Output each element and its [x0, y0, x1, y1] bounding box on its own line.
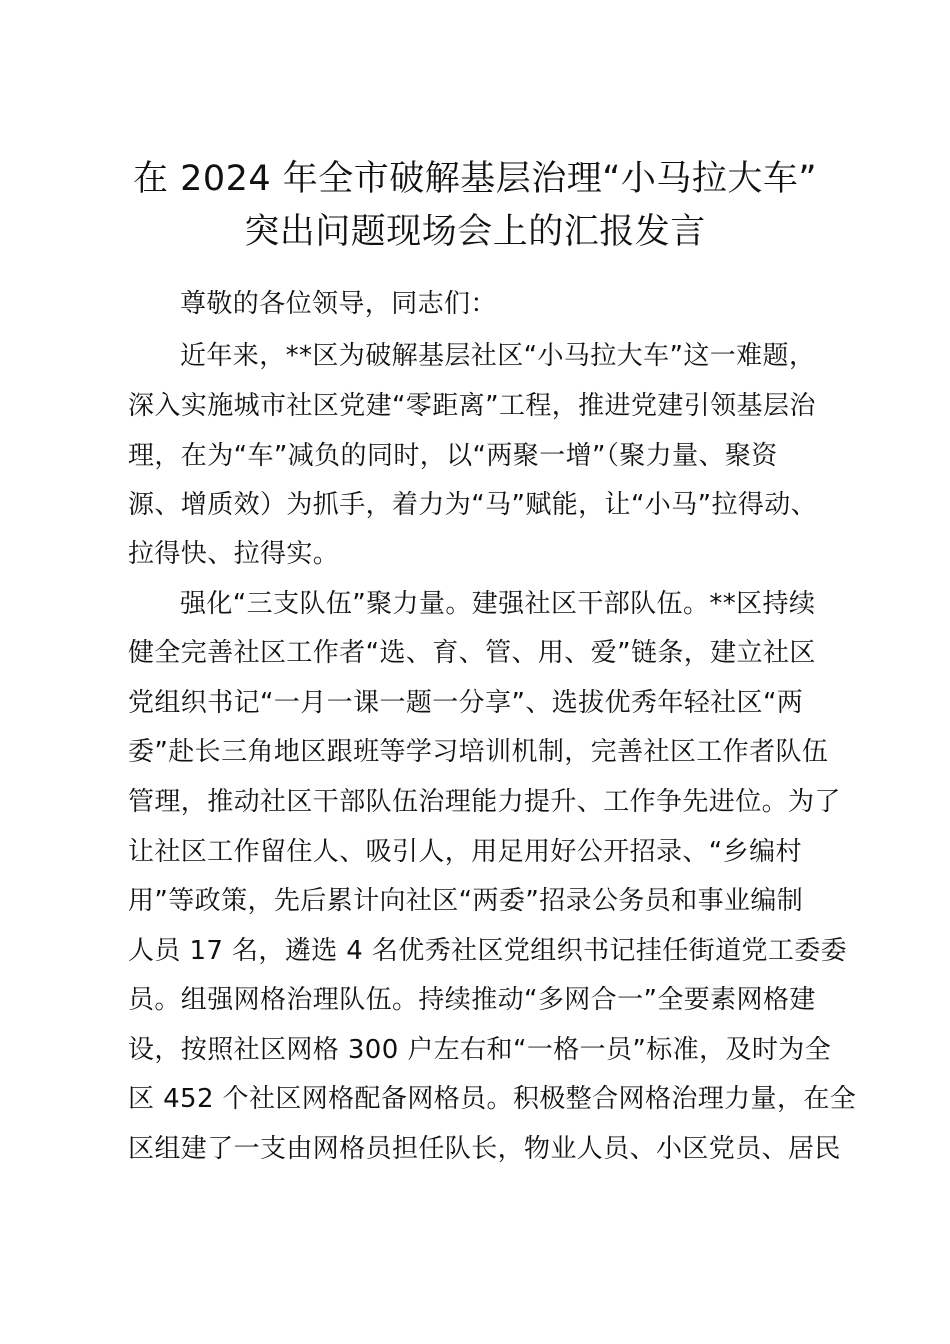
paragraph-line: 党组织书记“一月一课一题一分享”、选拔优秀年轻社区“两	[128, 688, 804, 718]
paragraph-line: 健全完善社区工作者“选、育、管、用、爱”链条，建立社区	[128, 638, 816, 668]
paragraph-line: 深入实施城市社区党建“零距离”工程，推进党建引领基层治	[128, 391, 816, 421]
paragraph-line: 设，按照社区网格 300 户左右和“一格一员”标准，及时为全	[128, 1035, 832, 1065]
paragraph-line: 人员 17 名，遴选 4 名优秀社区党组织书记挂任街道党工委委	[128, 936, 848, 966]
salutation: 尊敬的各位领导，同志们：	[180, 289, 497, 319]
paragraph-line: 近年来，**区为破解基层社区“小马拉大车”这一难题，	[180, 341, 816, 371]
paragraph-line: 理，在为“车”减负的同时，以“两聚一增”（聚力量、聚资	[128, 441, 778, 471]
paragraph-line: 委”赴长三角地区跟班等学习培训机制，完善社区工作者队伍	[128, 737, 829, 767]
paragraph-line: 让社区工作留住人、吸引人，用足用好公开招录、“乡编村	[128, 837, 802, 867]
paragraph-line: 员。组强网格治理队伍。持续推动“多网合一”全要素网格建	[128, 985, 816, 1015]
document-title-line-2: 突出问题现场会上的汇报发言	[244, 212, 706, 252]
document-title-line-1: 在 2024 年全市破解基层治理“小马拉大车”	[132, 159, 818, 199]
paragraph-line: 强化“三支队伍”聚力量。建强社区干部队伍。**区持续	[180, 589, 816, 619]
paragraph-line: 区组建了一支由网格员担任队长，物业人员、小区党员、居民	[128, 1134, 841, 1164]
paragraph-line: 管理，推动社区干部队伍治理能力提升、工作争先进位。为了	[128, 787, 841, 817]
paragraph-line: 用”等政策，先后累计向社区“两委”招录公务员和事业编制	[128, 886, 804, 916]
paragraph-line: 区 452 个社区网格配备网格员。积极整合网格治理力量，在全	[128, 1084, 857, 1114]
paragraph-line: 源、增质效）为抓手，着力为“马”赋能，让“小马”拉得动、	[128, 490, 818, 520]
paragraph-line: 拉得快、拉得实。	[128, 539, 340, 569]
